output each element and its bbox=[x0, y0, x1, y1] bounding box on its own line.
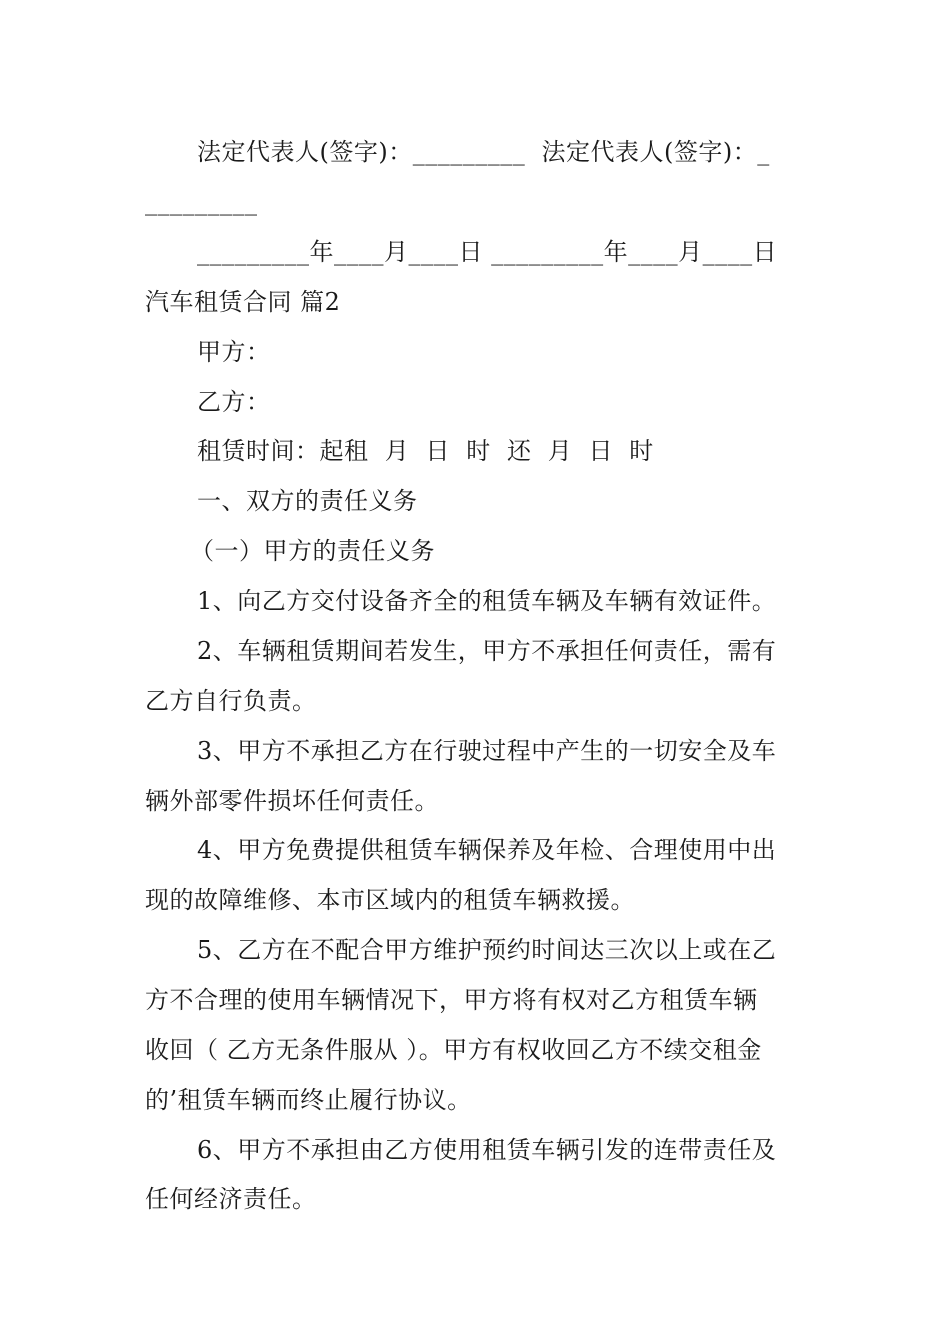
signature-line-continued: _________ bbox=[145, 188, 258, 216]
clause-4-line-2: 现的故障维修、本市区域内的租赁车辆救援。 bbox=[145, 886, 635, 914]
section-heading: 一、双方的责任义务 bbox=[197, 487, 418, 515]
rental-time: 租赁时间：起租 月 日 时 还 月 日 时 bbox=[197, 437, 654, 465]
clause-1-line-1: 1、向乙方交付设备齐全的租赁车辆及车辆有效证件。 bbox=[197, 587, 777, 615]
date-line: _________年____月____日 _________年____月____日 bbox=[197, 238, 778, 266]
clause-5-line-2: 方不合理的使用车辆情况下，甲方将有权对乙方租赁车辆 bbox=[145, 986, 758, 1014]
clause-2-line-2: 乙方自行负责。 bbox=[145, 687, 317, 715]
clause-6-line-2: 任何经济责任。 bbox=[145, 1185, 317, 1213]
party-a-label: 甲方： bbox=[197, 338, 271, 366]
clause-3-line-2: 辆外部零件损坏任何责任。 bbox=[145, 787, 439, 815]
subsection-heading: （一）甲方的责任义务 bbox=[190, 537, 435, 565]
clause-5-line-1: 5、乙方在不配合甲方维护预约时间达三次以上或在乙 bbox=[197, 936, 777, 964]
clause-6-line-1: 6、甲方不承担由乙方使用租赁车辆引发的连带责任及 bbox=[197, 1136, 777, 1164]
contract-title: 汽车租赁合同 篇2 bbox=[145, 288, 341, 316]
clause-5-line-3: 收回（ 乙方无条件服从 ）。甲方有权收回乙方不续交租金 bbox=[145, 1036, 762, 1064]
signature-line: 法定代表人(签字)：_________ 法定代表人(签字)：_ bbox=[197, 138, 770, 166]
clause-4-line-1: 4、甲方免费提供租赁车辆保养及年检、合理使用中出 bbox=[197, 836, 777, 864]
clause-2-line-1: 2、车辆租赁期间若发生，甲方不承担任何责任，需有 bbox=[197, 637, 777, 665]
clause-3-line-1: 3、甲方不承担乙方在行驶过程中产生的一切安全及车 bbox=[197, 737, 777, 765]
party-b-label: 乙方： bbox=[197, 388, 271, 416]
clause-5-line-4: 的’租赁车辆而终止履行协议。 bbox=[145, 1086, 472, 1114]
